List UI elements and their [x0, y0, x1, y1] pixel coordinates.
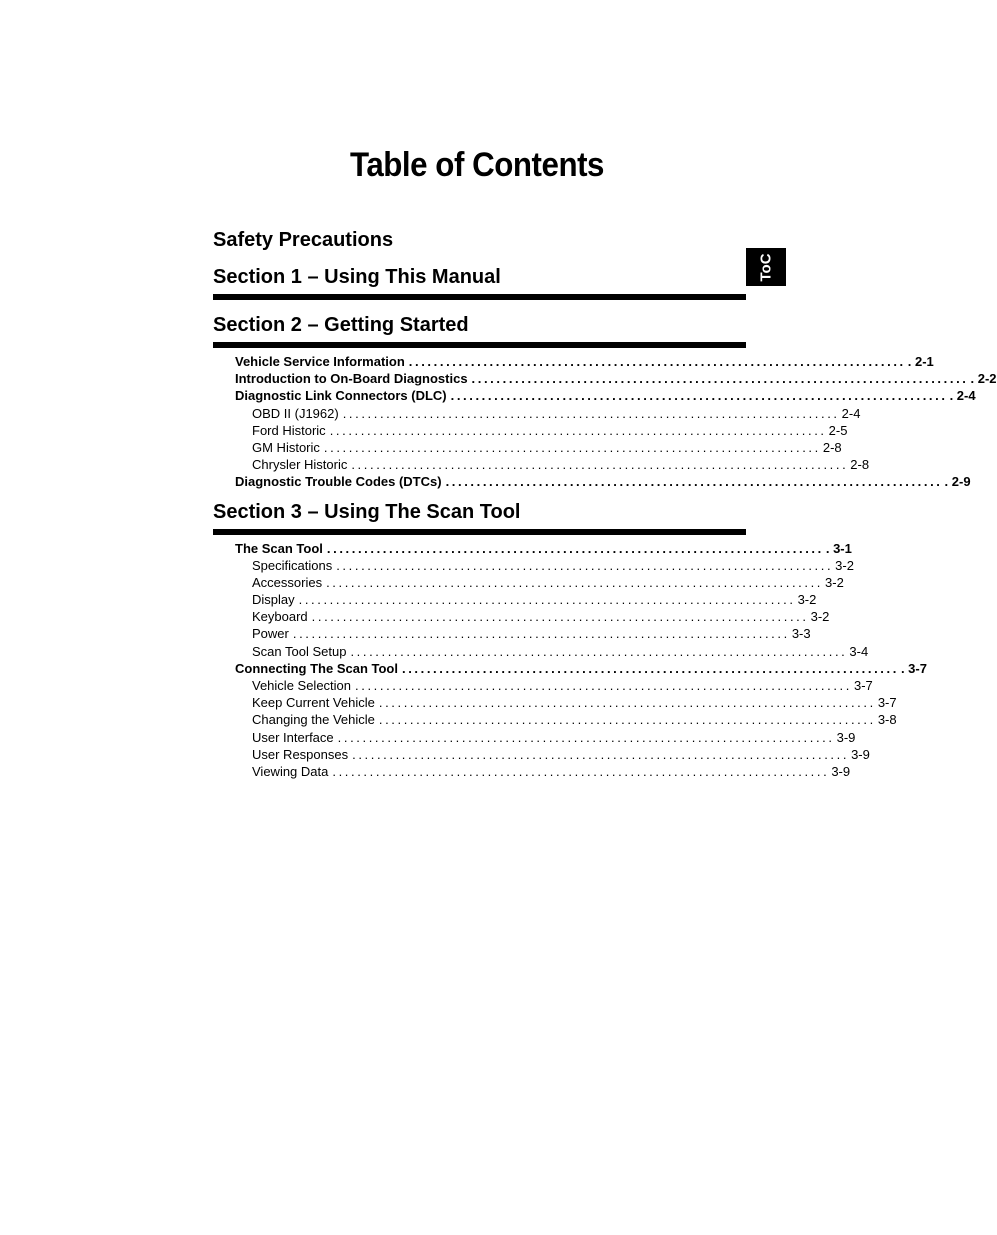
toc-entry-changing-the-vehicle[interactable]	[252, 711, 897, 728]
toc-entry-user-responses[interactable]	[252, 746, 870, 763]
dot-leader: ................................................................................	[292, 626, 790, 642]
dot-leader: ................................................................................	[323, 439, 821, 455]
dot-leader: ................................................................................	[351, 457, 849, 473]
toc-entry-page: 2-8	[850, 457, 870, 473]
toc-entry-page: . 2-4	[949, 388, 976, 404]
dot-leader: ................................................................................	[471, 371, 969, 387]
toc-entry-label: Viewing Data	[252, 763, 329, 779]
dot-leader: ................................................................................	[342, 405, 840, 421]
toc-entry-page: . 2-2	[970, 371, 997, 387]
toc-entry-label: Power	[252, 626, 289, 642]
toc-entry-chrysler-historic[interactable]	[252, 456, 870, 473]
section-heading-3[interactable]: Section 3 – Using The Scan Tool	[213, 500, 746, 535]
toc-entry-label: Diagnostic Trouble Codes (DTCs)	[235, 474, 442, 490]
toc-entry-label: Diagnostic Link Connectors (DLC)	[235, 388, 447, 404]
toc-entry-power[interactable]	[252, 625, 811, 642]
toc-entry-gm-historic[interactable]	[252, 439, 842, 456]
dot-leader: ................................................................................	[445, 474, 943, 490]
dot-leader: ................................................................................	[298, 592, 796, 608]
dot-leader: ................................................................................	[326, 574, 824, 590]
dot-leader: ................................................................................	[350, 643, 848, 659]
dot-leader: ................................................................................	[355, 678, 852, 693]
dot-leader: ................................................................................	[450, 388, 948, 404]
dot-leader: ................................................................................	[326, 540, 824, 556]
toc-entry-page: 3-3	[791, 626, 811, 642]
toc-entry-ford-historic[interactable]	[252, 422, 848, 439]
toc-entry-label: User Interface	[252, 729, 334, 745]
toc-entry-vehicle-service-information[interactable]	[235, 353, 934, 370]
toc-entry-label: Connecting The Scan Tool	[235, 660, 398, 676]
toc-entry-page: . 2-9	[944, 474, 971, 490]
toc-entry-page: . 3-7	[900, 660, 927, 676]
toc-tab-label: ToC	[757, 252, 775, 282]
toc-entry-page: 3-2	[825, 574, 844, 590]
toc-entry-page: 3-2	[810, 609, 830, 625]
toc-entry-label: Keep Current Vehicle	[252, 695, 375, 711]
toc-entry-label: GM Historic	[252, 439, 320, 455]
toc-entry-page: 2-8	[822, 439, 842, 455]
toc-entry-label: Changing the Vehicle	[252, 712, 375, 728]
section-3-entries	[213, 540, 927, 781]
toc-entry-page: 3-7	[877, 695, 897, 711]
toc-entry-label: Vehicle Selection	[252, 678, 352, 693]
dot-leader: ................................................................................	[336, 557, 834, 573]
toc-entry-display[interactable]	[252, 591, 817, 608]
dot-leader: ................................................................................	[329, 422, 827, 438]
toc-entry-label: The Scan Tool	[235, 540, 323, 556]
dot-leader: ................................................................................	[332, 763, 830, 779]
toc-entry-user-interface[interactable]	[252, 729, 856, 746]
toc-entry-page: 2-5	[828, 422, 848, 438]
toc-entry-page: 3-7	[853, 678, 873, 693]
toc-entry-keyboard[interactable]	[252, 608, 830, 625]
toc-entry-label: Display	[252, 592, 295, 608]
toc-entry-page: . 2-1	[907, 354, 934, 369]
toc-entry-page: . 3-1	[825, 540, 852, 556]
toc-entry-label: Specifications	[252, 557, 333, 573]
toc-entry-page: 3-8	[877, 712, 897, 728]
section-2-entries	[213, 353, 997, 491]
dot-leader: ................................................................................	[352, 746, 850, 762]
dot-leader: ................................................................................	[401, 660, 899, 676]
toc-entry-connecting-the-scan-tool[interactable]	[235, 660, 927, 677]
toc-entry-page: 3-9	[836, 729, 856, 745]
toc-entry-label: Ford Historic	[252, 422, 326, 438]
section-heading-safety[interactable]: Safety Precautions	[213, 229, 394, 251]
toc-entry-label: Vehicle Service Information	[235, 354, 405, 369]
toc-entry-obd-ii-j1962[interactable]	[252, 405, 861, 422]
toc-entry-page: 3-2	[835, 557, 854, 573]
toc-entry-label: User Responses	[252, 746, 349, 762]
toc-entry-page: 3-2	[797, 592, 817, 608]
dot-leader: ................................................................................	[378, 695, 876, 711]
toc-entry-vehicle-selection[interactable]	[252, 677, 873, 694]
section-heading-1[interactable]: Section 1 – Using This Manual	[213, 265, 746, 300]
toc-entry-accessories[interactable]	[252, 574, 844, 591]
toc-entry-viewing-data[interactable]	[252, 763, 851, 780]
toc-entry-page: 3-4	[849, 643, 869, 659]
dot-leader: ................................................................................	[311, 609, 809, 625]
toc-entry-label: OBD II (J1962)	[252, 405, 339, 421]
toc-entry-keep-current-vehicle[interactable]	[252, 694, 897, 711]
toc-entry-diagnostic-trouble-codes-dtcs[interactable]	[235, 473, 971, 490]
toc-entry-scan-tool-setup[interactable]	[252, 643, 869, 660]
toc-tab	[746, 248, 786, 286]
section-heading-2[interactable]: Section 2 – Getting Started	[213, 313, 746, 348]
toc-entry-the-scan-tool[interactable]	[235, 540, 852, 557]
dot-leader: ................................................................................	[378, 712, 876, 728]
toc-entry-page: 3-9	[851, 746, 870, 762]
toc-entry-page: 3-9	[831, 763, 851, 779]
toc-entry-label: Introduction to On-Board Diagnostics	[235, 371, 468, 387]
toc-entry-label: Keyboard	[252, 609, 308, 625]
dot-leader: ................................................................................	[408, 354, 906, 369]
toc-entry-diagnostic-link-connectors-dlc[interactable]	[235, 387, 976, 404]
toc-entry-introduction-to-on-board-diagnostics[interactable]	[235, 370, 997, 387]
toc-entry-label: Accessories	[252, 574, 323, 590]
dot-leader: ................................................................................	[337, 729, 835, 745]
toc-entry-page: 2-4	[841, 405, 861, 421]
toc-entry-specifications[interactable]	[252, 557, 854, 574]
toc-entry-label: Chrysler Historic	[252, 457, 348, 473]
page-title: Table of Contents	[349, 146, 605, 184]
toc-entry-label: Scan Tool Setup	[252, 643, 347, 659]
